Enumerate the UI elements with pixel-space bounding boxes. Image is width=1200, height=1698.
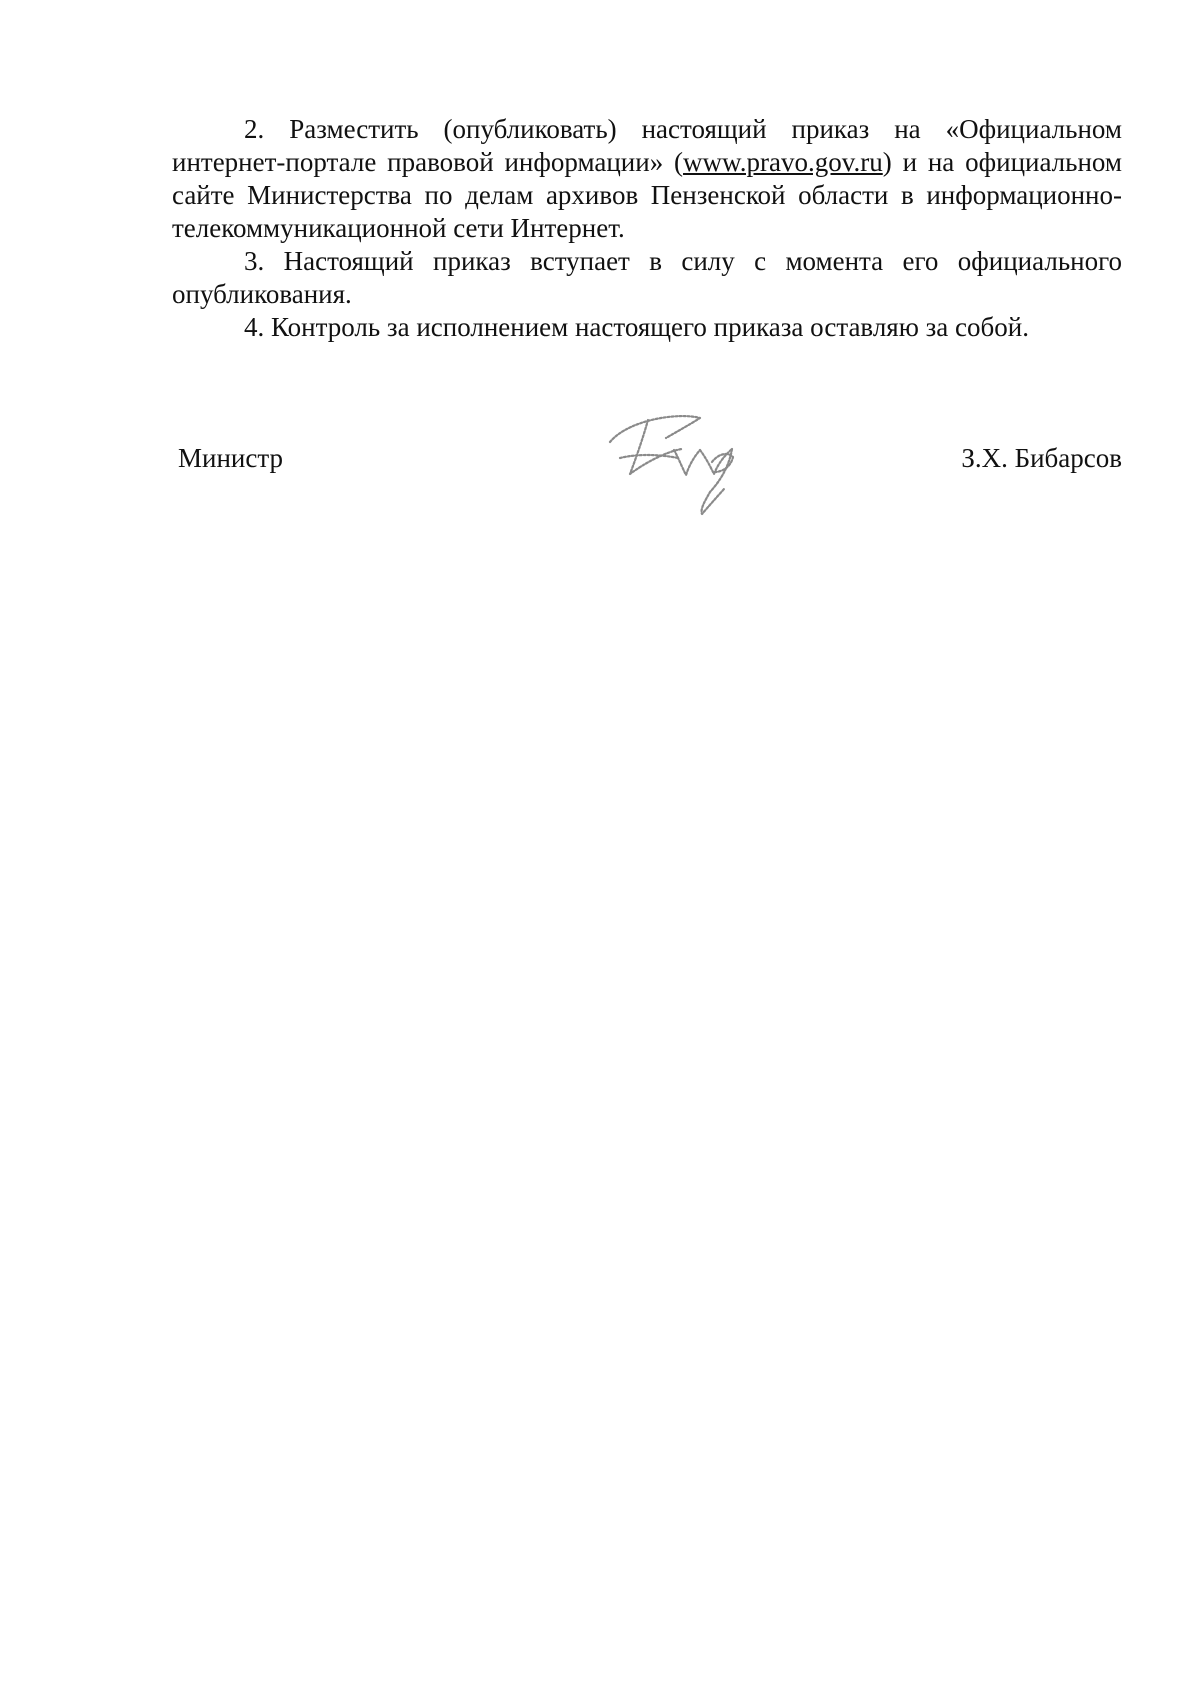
signer-title: Министр: [178, 443, 283, 473]
signature-block: [172, 400, 1122, 530]
handwritten-signature: [592, 400, 752, 520]
paragraph-2: [172, 113, 1122, 245]
paragraph-4: 4. Контроль за исполнением настоящего приказа оставляю за собой.: [244, 312, 1029, 342]
paragraph-2-text-start: 2. Разместить (опубликовать) настоящий приказ на «Официальном интернет-портале правовой информации» (: [172, 114, 1122, 177]
paragraph-2-text-end: ) и на официальном сайте Министерства по делам архивов Пензенской области в информационно-телекоммуникационной сети Интернет.: [172, 147, 1122, 243]
pravo-link[interactable]: www.pravo.gov.ru: [683, 147, 883, 177]
paragraph-3: 3. Настоящий приказ вступает в силу с момента его официального опубликования.: [172, 246, 1122, 309]
signer-name: З.Х. Бибарсов: [961, 443, 1122, 473]
document-body: [172, 113, 1122, 344]
